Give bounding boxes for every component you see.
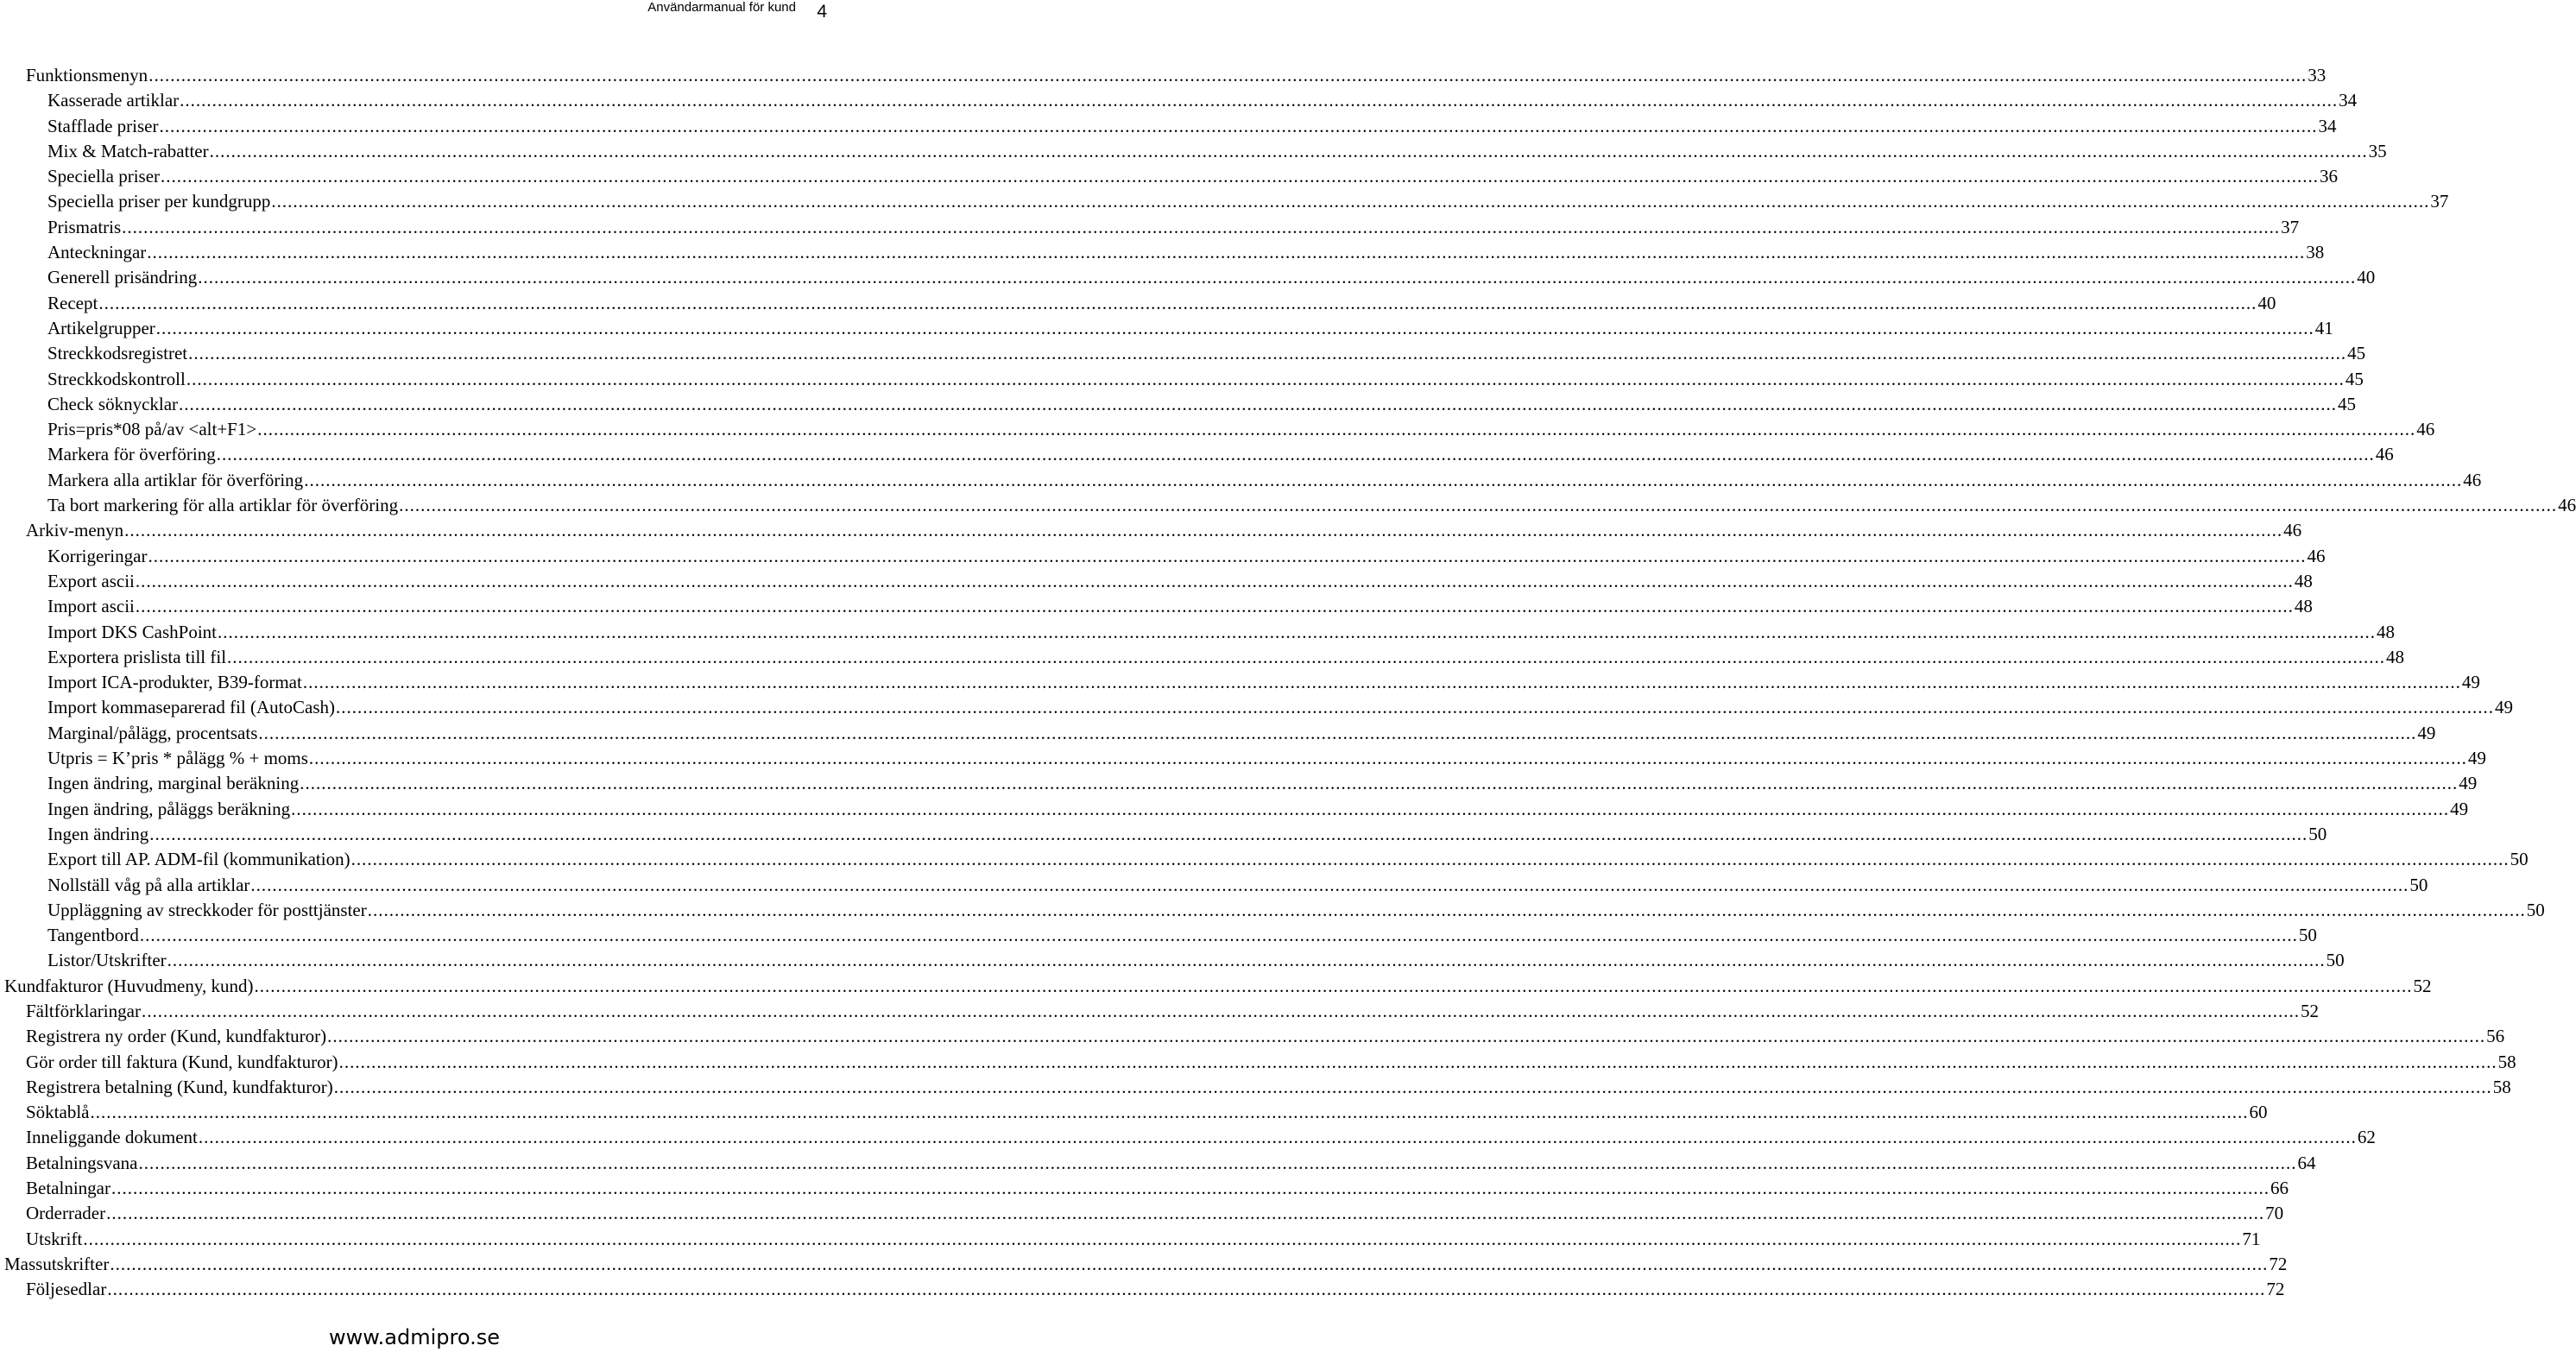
toc-dot-leader: ................................................................................................................................................................................................................................................................................................................................................................................................................ xyxy=(161,166,2320,187)
toc-entry-page: 49 xyxy=(2495,697,2513,718)
toc-entry-page: 50 xyxy=(2298,925,2317,946)
toc-entry-page: 45 xyxy=(2338,393,2357,414)
footer-url[interactable]: www.admipro.se xyxy=(328,1325,501,1349)
toc-dot-leader: ................................................................................................................................................................................................................................................................................................................................................................................................................ xyxy=(138,1152,2297,1173)
toc-dot-leader: ................................................................................................................................................................................................................................................................................................................................................................................................................ xyxy=(291,798,2450,819)
toc-dot-leader: ................................................................................................................................................................................................................................................................................................................................................................................................................ xyxy=(198,1127,2357,1148)
toc-entry[interactable] xyxy=(0,898,2545,923)
page-number: 4 xyxy=(817,2,827,22)
toc-entry[interactable] xyxy=(0,265,2376,290)
toc-entry-page: 50 xyxy=(2409,874,2428,895)
toc-entry-page: 66 xyxy=(2270,1178,2289,1199)
toc-entry-page: 49 xyxy=(2461,672,2480,693)
toc-entry-label: Marginal/pålägg, procentsats xyxy=(47,722,258,743)
toc-dot-leader: ................................................................................................................................................................................................................................................................................................................................................................................................................ xyxy=(155,317,2314,338)
toc-entry-page: 50 xyxy=(2326,950,2345,971)
toc-dot-leader: ................................................................................................................................................................................................................................................................................................................................................................................................................ xyxy=(350,849,2510,870)
toc-entry-page: 52 xyxy=(2300,1000,2319,1021)
toc-entry[interactable] xyxy=(0,63,2327,88)
toc-dot-leader: ................................................................................................................................................................................................................................................................................................................................................................................................................ xyxy=(83,1228,2242,1249)
toc-entry-page: 49 xyxy=(2459,773,2478,794)
toc-dot-leader: ................................................................................................................................................................................................................................................................................................................................................................................................................ xyxy=(135,596,2294,617)
toc-entry-label: Arkiv-menyn xyxy=(26,520,124,541)
toc-entry-page: 40 xyxy=(2357,267,2376,288)
toc-entry-page: 46 xyxy=(2416,419,2435,440)
toc-entry[interactable] xyxy=(0,1100,2268,1125)
toc-entry-page: 45 xyxy=(2345,368,2364,389)
toc-entry-label: Utskrift xyxy=(26,1228,83,1249)
toc-entry-page: 46 xyxy=(2463,469,2482,490)
toc-entry-page: 46 xyxy=(2307,545,2326,566)
toc-entry[interactable] xyxy=(0,1050,2516,1075)
toc-entry-page: 56 xyxy=(2486,1026,2505,1047)
toc-entry[interactable] xyxy=(0,695,2513,720)
toc-entry-page: 50 xyxy=(2308,823,2327,844)
toc-dot-leader: ................................................................................................................................................................................................................................................................................................................................................................................................................ xyxy=(333,1076,2492,1097)
toc-entry-label: Orderrader xyxy=(26,1203,106,1224)
toc-dot-leader: ................................................................................................................................................................................................................................................................................................................................................................................................................ xyxy=(336,697,2494,718)
toc-entry-label: Anteckningar xyxy=(47,242,147,263)
toc-entry[interactable] xyxy=(0,1277,2285,1302)
toc-entry-page: 72 xyxy=(2269,1253,2288,1274)
toc-dot-leader: ................................................................................................................................................................................................................................................................................................................................................................................................................ xyxy=(338,1051,2497,1072)
toc-entry-label: Streckkodskontroll xyxy=(47,368,186,389)
toc-entry[interactable] xyxy=(0,974,2432,999)
toc-entry-page: 35 xyxy=(2368,140,2387,161)
toc-entry[interactable] xyxy=(0,442,2394,467)
toc-entry-label: Mix & Match-rabatter xyxy=(47,140,209,161)
toc-entry-label: Tangentbord xyxy=(47,925,139,946)
toc-dot-leader: ................................................................................................................................................................................................................................................................................................................................................................................................................ xyxy=(180,90,2339,111)
table-of-contents xyxy=(0,63,2576,1303)
toc-entry[interactable] xyxy=(0,797,2469,822)
toc-entry-page: 46 xyxy=(2375,444,2394,465)
toc-dot-leader: ................................................................................................................................................................................................................................................................................................................................................................................................................ xyxy=(250,874,2409,895)
toc-entry[interactable] xyxy=(0,1151,2316,1176)
toc-entry[interactable] xyxy=(0,594,2313,619)
toc-entry-label: Exportera prislista till fil xyxy=(47,646,227,667)
toc-entry-label: Ingen ändring, marginal beräkning xyxy=(47,773,300,794)
toc-entry-page: 72 xyxy=(2266,1279,2285,1300)
toc-entry-page: 48 xyxy=(2294,596,2313,617)
toc-entry-page: 50 xyxy=(2510,849,2529,870)
toc-entry-label: Nollställ våg på alla artiklar xyxy=(47,874,250,895)
toc-dot-leader: ................................................................................................................................................................................................................................................................................................................................................................................................................ xyxy=(186,368,2345,389)
toc-entry[interactable] xyxy=(0,316,2333,341)
toc-entry-label: Söktablå xyxy=(26,1102,90,1123)
toc-entry-page: 41 xyxy=(2314,317,2333,338)
toc-entry-label: Registrera ny order (Kund, kundfakturor) xyxy=(26,1026,327,1047)
toc-entry[interactable] xyxy=(0,493,2576,518)
toc-entry-label: Uppläggning av streckkoder för posttjänster xyxy=(47,899,367,920)
toc-dot-leader: ................................................................................................................................................................................................................................................................................................................................................................................................................ xyxy=(124,520,2283,541)
toc-entry[interactable] xyxy=(0,771,2478,796)
toc-entry-page: 49 xyxy=(2450,798,2469,819)
toc-dot-leader: ................................................................................................................................................................................................................................................................................................................................................................................................................ xyxy=(110,1178,2270,1199)
toc-dot-leader: ................................................................................................................................................................................................................................................................................................................................................................................................................ xyxy=(209,140,2368,161)
toc-entry-label: Funktionsmenyn xyxy=(26,65,148,85)
toc-dot-leader: ................................................................................................................................................................................................................................................................................................................................................................................................................ xyxy=(258,722,2417,743)
toc-entry[interactable] xyxy=(0,1227,2261,1252)
toc-dot-leader: ................................................................................................................................................................................................................................................................................................................................................................................................................ xyxy=(254,975,2413,996)
toc-entry[interactable] xyxy=(0,620,2396,645)
toc-entry-page: 64 xyxy=(2297,1152,2316,1173)
toc-dot-leader: ................................................................................................................................................................................................................................................................................................................................................................................................................ xyxy=(122,216,2281,237)
toc-entry-label: Fältförklaringar xyxy=(26,1000,141,1021)
toc-entry-label: Utpris = K’pris * pålägg % + moms xyxy=(47,748,308,769)
toc-entry-page: 40 xyxy=(2257,292,2276,313)
toc-entry[interactable] xyxy=(0,948,2345,973)
toc-dot-leader: ................................................................................................................................................................................................................................................................................................................................................................................................................ xyxy=(147,242,2306,263)
toc-entry-label: Streckkodsregistret xyxy=(47,343,188,364)
toc-entry[interactable] xyxy=(0,518,2302,543)
toc-entry-label: Följesedlar xyxy=(26,1279,107,1300)
toc-entry[interactable] xyxy=(0,189,2449,214)
toc-entry[interactable] xyxy=(0,847,2529,872)
toc-entry[interactable] xyxy=(0,139,2387,164)
toc-entry-label: Ingen ändring xyxy=(47,823,149,844)
toc-entry[interactable] xyxy=(0,240,2325,265)
toc-dot-leader: ................................................................................................................................................................................................................................................................................................................................................................................................................ xyxy=(327,1026,2486,1047)
toc-entry-page: 49 xyxy=(2467,748,2486,769)
toc-entry-page: 48 xyxy=(2377,621,2396,642)
toc-entry-label: Kundfakturor (Huvudmeny, kund) xyxy=(4,975,254,996)
toc-dot-leader: ................................................................................................................................................................................................................................................................................................................................................................................................................ xyxy=(148,545,2307,566)
toc-entry-page: 48 xyxy=(2386,646,2405,667)
toc-entry-label: Betalningsvana xyxy=(26,1152,138,1173)
toc-entry-label: Markera för överföring xyxy=(47,444,216,465)
toc-entry-page: 48 xyxy=(2294,570,2313,591)
toc-entry[interactable] xyxy=(0,746,2486,771)
toc-entry-label: Import DKS CashPoint xyxy=(47,621,218,642)
toc-entry-label: Ingen ändring, påläggs beräkning xyxy=(47,798,291,819)
toc-dot-leader: ................................................................................................................................................................................................................................................................................................................................................................................................................ xyxy=(198,267,2357,288)
toc-entry[interactable] xyxy=(0,291,2276,316)
toc-entry[interactable] xyxy=(0,645,2405,670)
manual-title: Användarmanual för kund xyxy=(647,0,796,15)
toc-entry-label: Massutskrifter xyxy=(4,1253,110,1274)
toc-dot-leader: ................................................................................................................................................................................................................................................................................................................................................................................................................ xyxy=(399,495,2558,516)
toc-entry-label: Import kommaseparerad fil (AutoCash) xyxy=(47,697,335,718)
toc-entry-page: 33 xyxy=(2308,65,2327,85)
toc-dot-leader: ................................................................................................................................................................................................................................................................................................................................................................................................................ xyxy=(302,672,2461,693)
toc-entry-page: 46 xyxy=(2558,495,2576,516)
toc-entry-label: Generell prisändring xyxy=(47,267,198,288)
toc-dot-leader: ................................................................................................................................................................................................................................................................................................................................................................................................................ xyxy=(106,1203,2265,1224)
toc-entry-label: Korrigeringar xyxy=(47,545,148,566)
toc-entry-page: 52 xyxy=(2413,975,2432,996)
toc-entry[interactable] xyxy=(0,392,2357,417)
toc-entry-label: Import ascii xyxy=(47,596,135,617)
toc-entry[interactable] xyxy=(0,569,2313,594)
toc-dot-leader: ................................................................................................................................................................................................................................................................................................................................................................................................................ xyxy=(148,65,2308,85)
toc-dot-leader: ................................................................................................................................................................................................................................................................................................................................................................................................................ xyxy=(135,570,2294,591)
toc-dot-leader: ................................................................................................................................................................................................................................................................................................................................................................................................................ xyxy=(304,469,2463,490)
toc-entry-page: 37 xyxy=(2281,216,2300,237)
toc-entry-page: 62 xyxy=(2357,1127,2376,1148)
toc-entry[interactable] xyxy=(0,670,2480,695)
toc-entry[interactable] xyxy=(0,367,2364,392)
toc-entry-label: Import ICA-produkter, B39-format xyxy=(47,672,302,693)
toc-entry-label: Betalningar xyxy=(26,1178,110,1199)
toc-dot-leader: ................................................................................................................................................................................................................................................................................................................................................................................................................ xyxy=(159,115,2318,136)
toc-dot-leader: ................................................................................................................................................................................................................................................................................................................................................................................................................ xyxy=(179,393,2338,414)
toc-entry[interactable] xyxy=(0,114,2337,139)
toc-dot-leader: ................................................................................................................................................................................................................................................................................................................................................................................................................ xyxy=(218,621,2377,642)
toc-entry-page: 49 xyxy=(2417,722,2436,743)
toc-entry[interactable] xyxy=(0,544,2326,569)
toc-dot-leader: ................................................................................................................................................................................................................................................................................................................................................................................................................ xyxy=(271,191,2430,212)
toc-entry[interactable] xyxy=(0,923,2317,948)
toc-entry-page: 34 xyxy=(2318,115,2337,136)
toc-entry-label: Stafflade priser xyxy=(47,115,159,136)
toc-entry-label: Markera alla artiklar för överföring xyxy=(47,469,304,490)
toc-entry-label: Registrera betalning (Kund, kundfakturor) xyxy=(26,1076,333,1097)
toc-dot-leader: ................................................................................................................................................................................................................................................................................................................................................................................................................ xyxy=(216,444,2375,465)
toc-entry-label: Export till AP. ADM-fil (kommunikation) xyxy=(47,849,350,870)
toc-dot-leader: ................................................................................................................................................................................................................................................................................................................................................................................................................ xyxy=(300,773,2459,794)
toc-dot-leader: ................................................................................................................................................................................................................................................................................................................................................................................................................ xyxy=(141,1000,2300,1021)
toc-entry-label: Ta bort markering för alla artiklar för överföring xyxy=(47,495,399,516)
toc-entry-label: Listor/Utskrifter xyxy=(47,950,167,971)
toc-entry-page: 36 xyxy=(2320,166,2339,187)
toc-dot-leader: ................................................................................................................................................................................................................................................................................................................................................................................................................ xyxy=(107,1279,2266,1300)
toc-entry[interactable] xyxy=(0,873,2428,898)
toc-entry-page: 60 xyxy=(2249,1102,2268,1123)
toc-dot-leader: ................................................................................................................................................................................................................................................................................................................................................................................................................ xyxy=(188,343,2347,364)
toc-entry-label: Gör order till faktura (Kund, kundfakturor) xyxy=(26,1051,338,1072)
toc-dot-leader: ................................................................................................................................................................................................................................................................................................................................................................................................................ xyxy=(367,899,2526,920)
toc-entry[interactable] xyxy=(0,164,2339,189)
toc-entry[interactable] xyxy=(0,88,2358,113)
toc-dot-leader: ................................................................................................................................................................................................................................................................................................................................................................................................................ xyxy=(90,1102,2249,1123)
toc-entry[interactable] xyxy=(0,822,2327,847)
toc-entry[interactable] xyxy=(0,721,2436,746)
toc-dot-leader: ................................................................................................................................................................................................................................................................................................................................................................................................................ xyxy=(227,646,2386,667)
toc-dot-leader: ................................................................................................................................................................................................................................................................................................................................................................................................................ xyxy=(98,292,2257,313)
toc-dot-leader: ................................................................................................................................................................................................................................................................................................................................................................................................................ xyxy=(110,1253,2269,1274)
toc-entry-page: 45 xyxy=(2347,343,2366,364)
toc-entry[interactable] xyxy=(0,1024,2505,1049)
toc-entry[interactable] xyxy=(0,1252,2288,1277)
toc-entry-label: Kasserade artiklar xyxy=(47,90,180,111)
toc-entry-label: Speciella priser xyxy=(47,166,161,187)
toc-entry[interactable] xyxy=(0,1075,2511,1100)
toc-entry-page: 46 xyxy=(2283,520,2302,541)
toc-entry-page: 58 xyxy=(2492,1076,2511,1097)
toc-entry-label: Prismatris xyxy=(47,216,122,237)
toc-entry[interactable] xyxy=(0,1201,2284,1226)
toc-entry-label: Check söknycklar xyxy=(47,393,179,414)
toc-entry[interactable] xyxy=(0,341,2366,366)
toc-entry-label: Recept xyxy=(47,292,98,313)
toc-entry-page: 71 xyxy=(2242,1228,2261,1249)
toc-dot-leader: ................................................................................................................................................................................................................................................................................................................................................................................................................ xyxy=(149,823,2308,844)
toc-entry[interactable] xyxy=(0,1176,2289,1201)
toc-dot-leader: ................................................................................................................................................................................................................................................................................................................................................................................................................ xyxy=(257,419,2416,440)
toc-dot-leader: ................................................................................................................................................................................................................................................................................................................................................................................................................ xyxy=(308,748,2467,769)
toc-entry-page: 34 xyxy=(2339,90,2358,111)
toc-entry-page: 70 xyxy=(2265,1203,2284,1224)
toc-entry-page: 50 xyxy=(2526,899,2545,920)
toc-entry-label: Artikelgrupper xyxy=(47,317,155,338)
toc-entry-label: Pris=pris*08 på/av <alt+F1> xyxy=(47,419,257,440)
toc-entry[interactable] xyxy=(0,999,2319,1024)
toc-entry-page: 37 xyxy=(2430,191,2449,212)
toc-entry[interactable] xyxy=(0,215,2300,240)
toc-entry[interactable] xyxy=(0,1125,2376,1150)
toc-entry-label: Inneliggande dokument xyxy=(26,1127,198,1148)
page-header xyxy=(0,0,829,35)
toc-dot-leader: ................................................................................................................................................................................................................................................................................................................................................................................................................ xyxy=(167,950,2326,971)
toc-entry-label: Export ascii xyxy=(47,570,135,591)
toc-entry[interactable] xyxy=(0,468,2482,493)
toc-entry-label: Speciella priser per kundgrupp xyxy=(47,191,271,212)
toc-entry[interactable] xyxy=(0,417,2435,442)
toc-entry-page: 58 xyxy=(2497,1051,2516,1072)
toc-dot-leader: ................................................................................................................................................................................................................................................................................................................................................................................................................ xyxy=(139,925,2298,946)
toc-entry-page: 38 xyxy=(2306,242,2325,263)
